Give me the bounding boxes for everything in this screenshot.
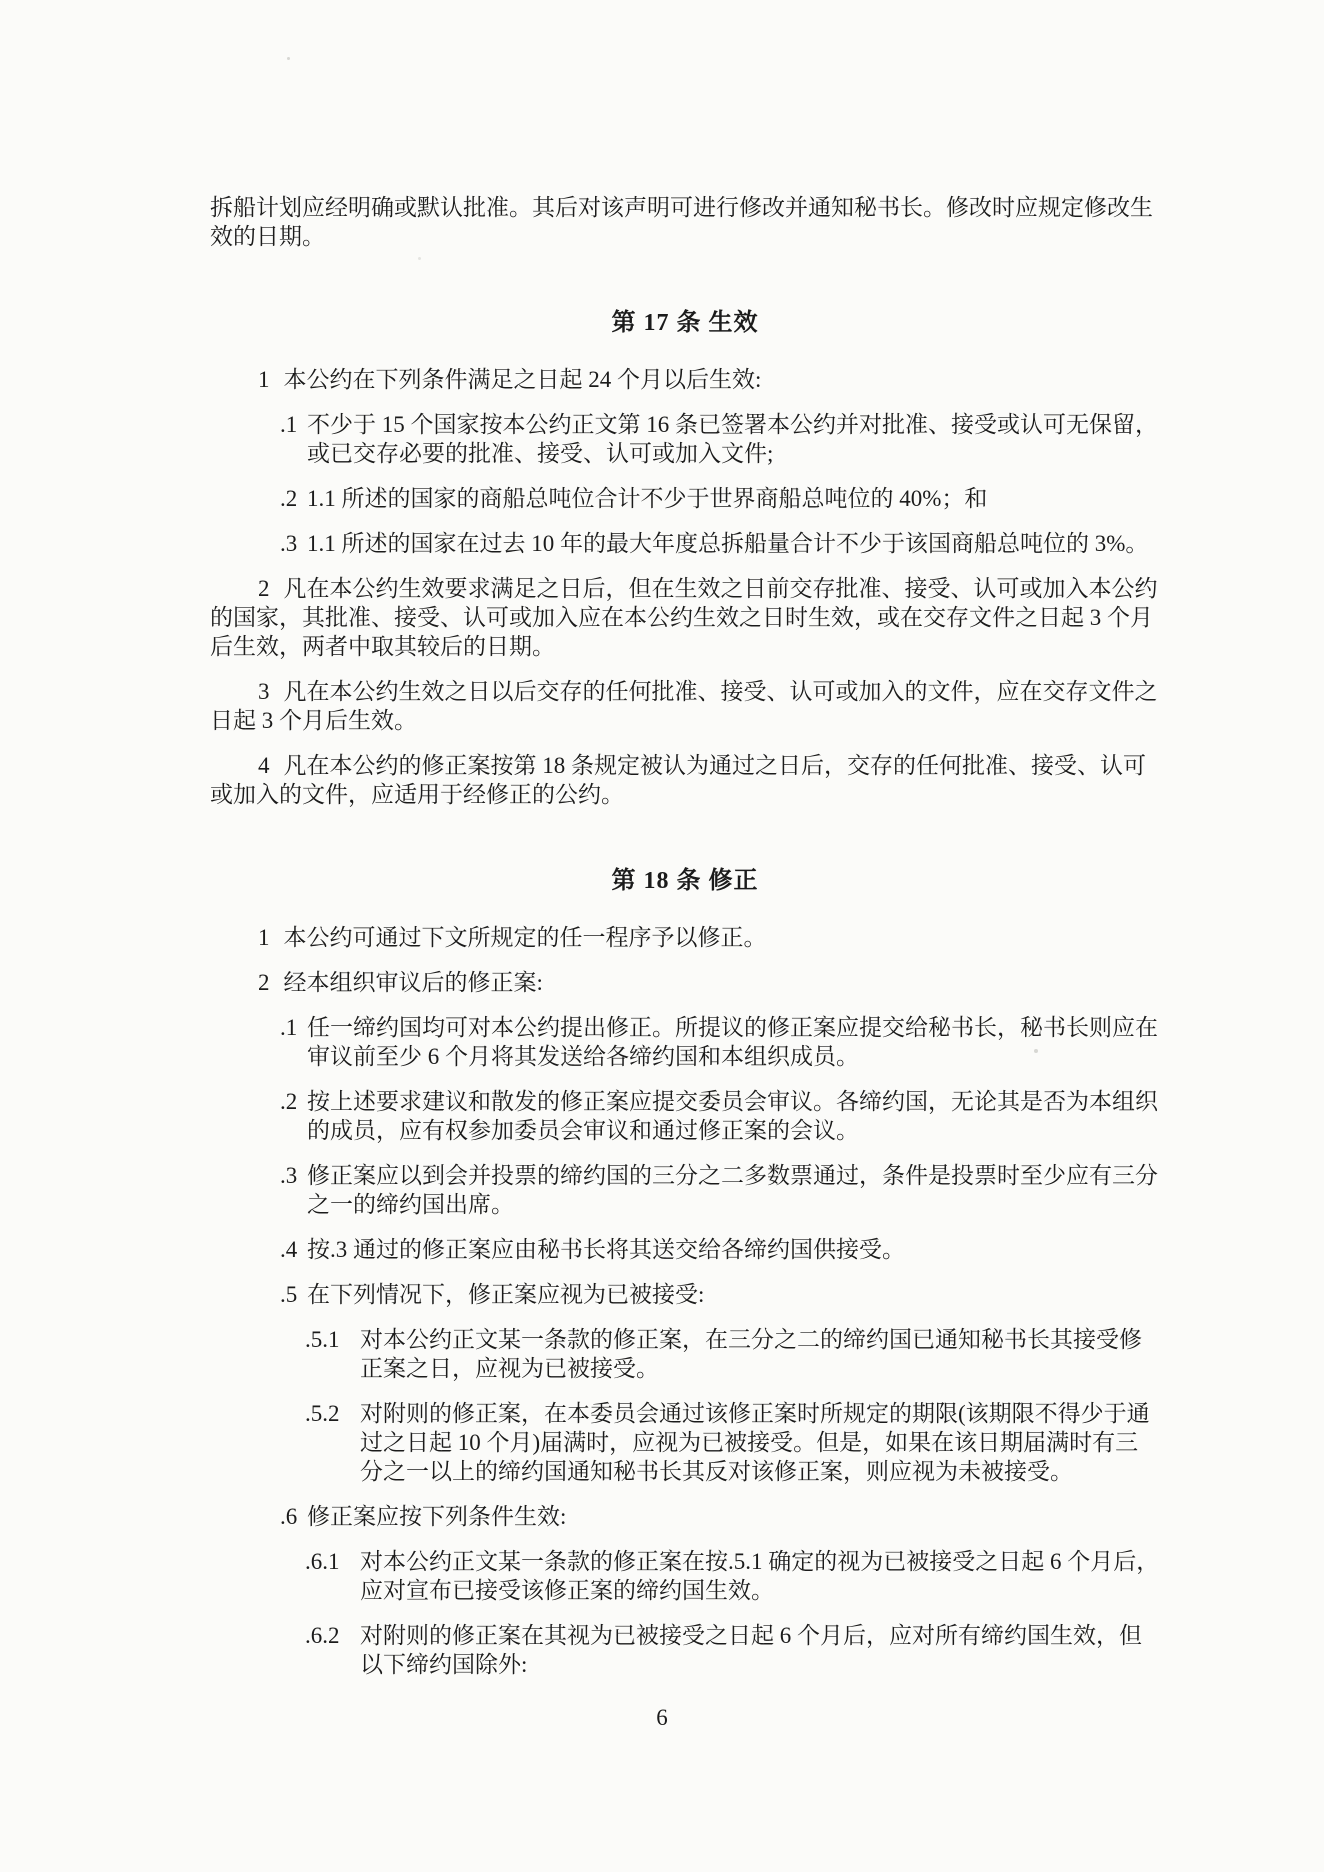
list-marker: 1: [258, 925, 270, 950]
list-marker: .5: [280, 1282, 298, 1307]
list-item: [210, 1502, 1160, 1531]
list-marker: .6.1: [305, 1549, 340, 1574]
list-item: [210, 1547, 1160, 1605]
paragraph: [210, 923, 1160, 952]
article-17-heading: 第 17 条 生效: [611, 310, 759, 336]
list-marker: .3: [280, 1163, 298, 1188]
list-item: [210, 529, 1160, 558]
list-item-text: 任一缔约国均可对本公约提出修正。所提议的修正案应提交给秘书长，秘书长则应在审议前至少 6 个月将其发送给各缔约国和本组织成员。: [307, 1015, 1158, 1069]
list-marker: .4: [280, 1237, 298, 1262]
list-item: [210, 1325, 1160, 1383]
paragraph-text: 本公约可通过下文所规定的任一程序予以修正。: [283, 925, 767, 950]
list-item: [210, 1013, 1160, 1071]
list-item-text: 对本公约正文某一条款的修正案，在三分之二的缔约国已通知秘书长其接受修正案之日，应视为已被接受。: [360, 1327, 1142, 1381]
list-item-text: 按.3 通过的修正案应由秘书长将其送交给各缔约国供接受。: [307, 1237, 905, 1262]
list-marker: 4: [258, 753, 270, 778]
list-item-text: 1.1 所述的国家的商船总吨位合计不少于世界商船总吨位的 40%；和: [307, 486, 988, 511]
list-item: [210, 1621, 1160, 1679]
list-marker: .6: [280, 1504, 298, 1529]
scan-speck: [287, 57, 290, 60]
list-item-text: 对附则的修正案在其视为已被接受之日起 6 个月后，应对所有缔约国生效，但以下缔约国除外:: [360, 1623, 1142, 1677]
list-marker: .2: [280, 486, 298, 511]
list-marker: .3: [280, 531, 298, 556]
list-marker: 1: [258, 367, 270, 392]
list-item: [210, 1235, 1160, 1264]
list-marker: .5.1: [305, 1327, 340, 1352]
list-item: [210, 1161, 1160, 1219]
list-item-text: 1.1 所述的国家在过去 10 年的最大年度总拆船量合计不少于该国商船总吨位的 3%。: [307, 531, 1149, 556]
paragraph: [210, 574, 1160, 661]
list-marker: 2: [258, 576, 270, 601]
list-marker: .1: [280, 1015, 298, 1040]
scan-speck: [1034, 1049, 1038, 1053]
list-marker: .2: [280, 1089, 298, 1114]
paragraph: [210, 751, 1160, 809]
paragraph: [210, 968, 1160, 997]
scan-speck: [418, 257, 421, 260]
list-item: [210, 410, 1160, 468]
paragraph-text: 凡在本公约生效之日以后交存的任何批准、接受、认可或加入的文件，应在交存文件之日起 3 个月后生效。: [210, 679, 1158, 733]
paragraph-text: 经本组织审议后的修正案:: [283, 970, 543, 995]
list-item: [210, 1399, 1160, 1486]
list-marker: .1: [280, 412, 298, 437]
article-18-heading: 第 18 条 修正: [611, 868, 759, 894]
list-marker: .6.2: [305, 1623, 340, 1648]
list-item-text: 不少于 15 个国家按本公约正文第 16 条已签署本公约并对批准、接受或认可无保留，或已交存必要的批准、接受、认可或加入文件;: [307, 412, 1158, 466]
list-item-text: 修正案应以到会并投票的缔约国的三分之二多数票通过，条件是投票时至少应有三分之一的缔约国出席。: [307, 1163, 1158, 1217]
list-item-text: 在下列情况下，修正案应视为已被接受:: [307, 1282, 705, 1307]
list-item: [210, 1280, 1160, 1309]
list-marker: .5.2: [305, 1401, 340, 1426]
list-item-text: 对附则的修正案，在本委员会通过该修正案时所规定的期限(该期限不得少于通过之日起 10 个月)届满时，应视为已被接受。但是，如果在该日期届满时有三分之一以上的缔约国通知秘书长其反对该修正案，则应视为未被接受。: [360, 1401, 1150, 1484]
intro-paragraph: 拆船计划应经明确或默认批准。其后对该声明可进行修改并通知秘书长。修改时应规定修改生效的日期。: [210, 195, 1153, 249]
paragraph: [210, 365, 1160, 394]
list-item: [210, 1087, 1160, 1145]
list-item-text: 修正案应按下列条件生效:: [307, 1504, 567, 1529]
list-marker: 2: [258, 970, 270, 995]
paragraph-text: 凡在本公约生效要求满足之日后，但在生效之日前交存批准、接受、认可或加入本公约的国家，其批准、接受、认可或加入应在本公约生效之日时生效，或在交存文件之日起 3 个月后生效，两者中取其较后的日期。: [210, 576, 1158, 659]
list-marker: 3: [258, 679, 270, 704]
paragraph: [210, 677, 1160, 735]
list-item-text: 对本公约正文某一条款的修正案在按.5.1 确定的视为已被接受之日起 6 个月后，应对宣布已接受该修正案的缔约国生效。: [360, 1549, 1160, 1603]
paragraph-text: 本公约在下列条件满足之日起 24 个月以后生效:: [283, 367, 762, 392]
paragraph-text: 凡在本公约的修正案按第 18 条规定被认为通过之日后，交存的任何批准、接受、认可或加入的文件，应适用于经修正的公约。: [210, 753, 1146, 807]
list-item-text: 按上述要求建议和散发的修正案应提交委员会审议。各缔约国，无论其是否为本组织的成员，应有权参加委员会审议和通过修正案的会议。: [307, 1089, 1158, 1143]
page-number: 6: [656, 1705, 668, 1730]
list-item: [210, 484, 1160, 513]
